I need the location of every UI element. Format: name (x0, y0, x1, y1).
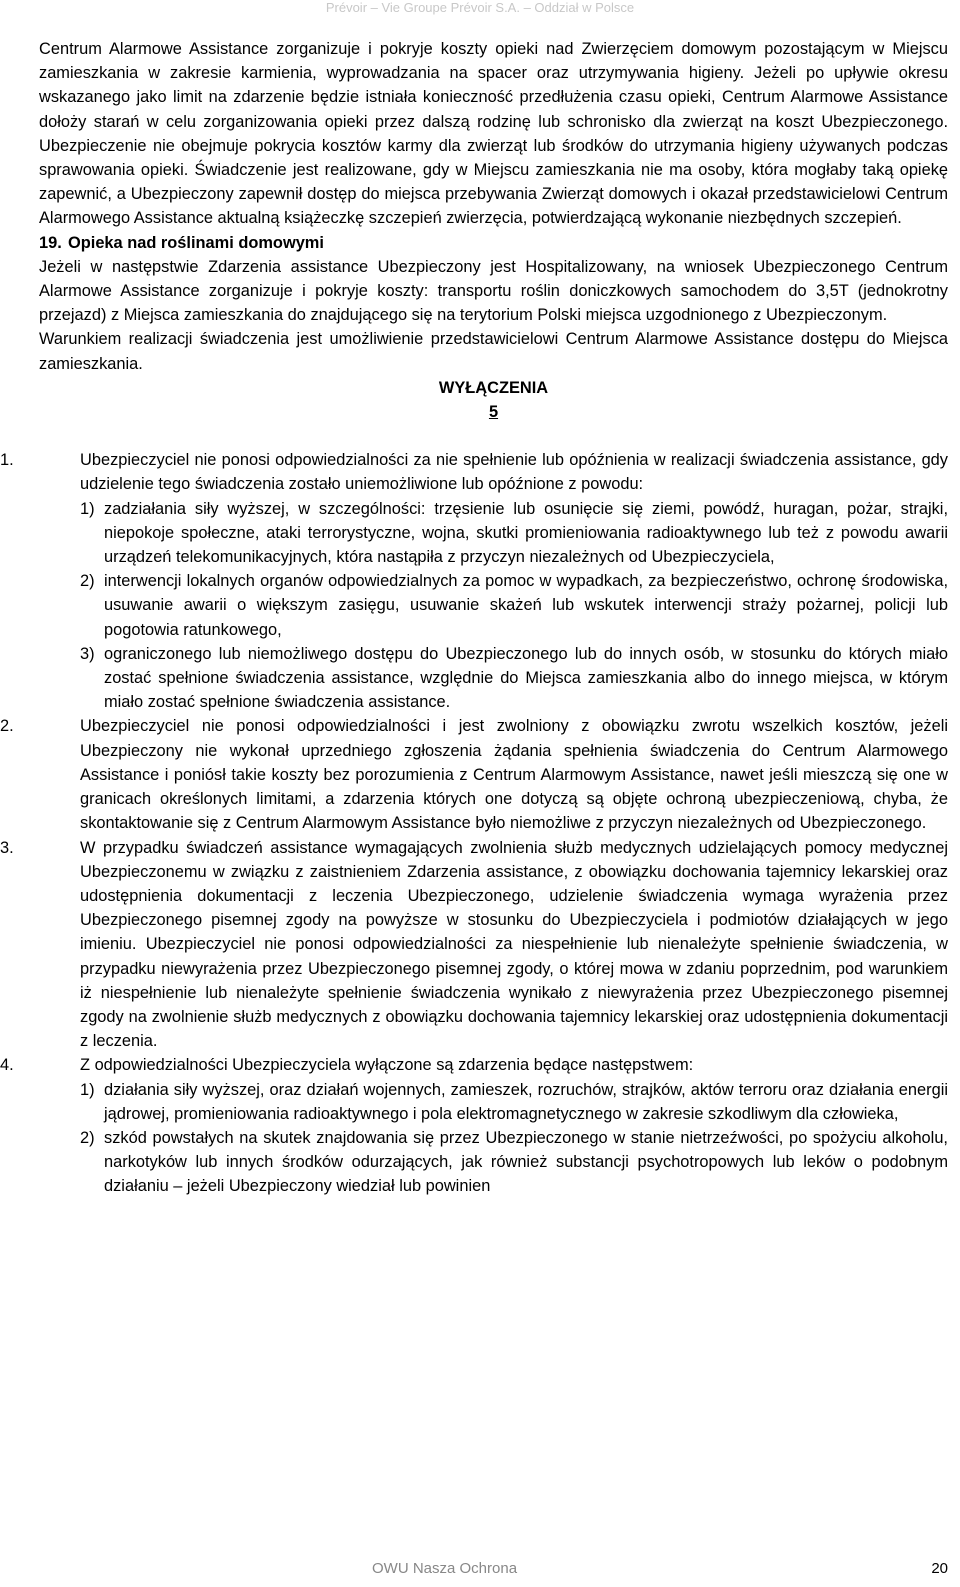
intro-paragraph: Centrum Alarmowe Assistance zorganizuje i pokryje koszty opieki nad Zwierzęciem domowym pozostającym w Miejscu zamieszkania w zakresie karmienia, wyprowadzania na spacer oraz utrzymywania higieny. Jeżeli po upływie okresu wskazanego jako limit na zdarzenie będzie istniała konieczność przedłużenia czasu opieki, Centrum Alarmowe Assistance dołoży starań w celu zorganizowania opieki przez dalszą rodzinę lub schronisko dla zwierząt na koszt Ubezpieczonego. Ubezpieczenie nie obejmuje pokrycia kosztów karmy dla zwierząt lub środków do utrzymania higieny używanych podczas sprawowania opieki. Świadczenie jest realizowane, gdy w Miejscu zamieszkania nie ma osoby, która mogłaby taką opiekę zapewnić, a Ubezpieczony zapewnił dostęp do miejsca przebywania Zwierząt domowych i okazał przedstawicielowi Centrum Alarmowego Assistance aktualną książeczkę szczepień zwierzęcia, potwierdzającą wykonanie niezbędnych szczepień. (39, 40, 948, 228)
subitem-text: działania siły wyższej, oraz działań wojennych, zamieszek, rozruchów, strajków, aktów terroru oraz działania energii jądrowej, promieniowania radioaktywnego i pola elektromagnetycznego w zakresie szkodliwym dla człowieka, (104, 1080, 948, 1123)
subitem-number: 2) (80, 572, 95, 591)
exclusion-item-text: Ubezpieczyciel nie ponosi odpowiedzialności i jest zwolniony z obowiązku zwrotu wszelkich kosztów, jeżeli Ubezpieczony nie wykonał uprzedniego zgłoszenia żądania spełnienia świadczenia do Centrum Alarmowego Assistance i poniósł takie koszty bez porozumienia z Centrum Alarmowym Assistance, nawet jeśli mieszczą się one w granicach określonych limitami, a zdarzenia których one dotyczą są objęte ochroną ubezpieczeniową, chyba, że skontaktowanie się z Centrum Alarmowym Assistance było niemożliwe z przyczyn niezależnych od Ubezpieczonego. (80, 717, 948, 833)
exclusion-item-3 (0, 836, 948, 1054)
exclusion-item-number: 2. (0, 717, 14, 736)
footer-document-name: OWU Nasza Ochrona (372, 1560, 518, 1577)
section-19-title-text: Opieka nad roślinami domowymi (68, 233, 324, 252)
exclusion-item-2 (0, 714, 948, 835)
page-footer (0, 1560, 960, 1582)
exclusion-item-text: Ubezpieczyciel nie ponosi odpowiedzialności za nie spełnienie lub opóźnienia w realizacji świadczenia assistance, gdy udzielenie tego świadczenia zostało uniemożliwione lub opóźnione z powodu: (80, 451, 948, 494)
exclusion-item-number: 4. (0, 1056, 14, 1075)
exclusion-subitem (80, 642, 948, 715)
subitem-number: 1) (80, 1080, 95, 1099)
exclusion-subitem (80, 497, 948, 570)
exclusions-section-number: 5 (488, 403, 499, 422)
subitem-number: 2) (80, 1128, 95, 1147)
section-19-paragraph-2: Warunkiem realizacji świadczenia jest umożliwienie przedstawicielowi Centrum Alarmowe Assistance dostępu do Miejsca zamieszkania. (39, 330, 948, 373)
subitem-number: 3) (80, 644, 95, 663)
exclusion-sublist (80, 1078, 948, 1199)
exclusion-subitem (80, 1126, 948, 1199)
exclusion-subitem (80, 1078, 948, 1126)
page-header: Prévoir – Vie Groupe Prévoir S.A. – Oddział w Polsce (325, 0, 635, 15)
exclusion-item-number: 3. (0, 838, 14, 857)
exclusion-subitem (80, 569, 948, 642)
subitem-text: ograniczonego lub niemożliwego dostępu do Ubezpieczonego lub do innych osób, w stosunku do których miało zostać spełnione świadczenia assistance, względnie do Miejsca zamieszkania albo do innego miejsca, w którym miało zostać spełnione świadczenia assistance. (104, 644, 948, 712)
subitem-number: 1) (80, 499, 95, 518)
subitem-text: szkód powstałych na skutek znajdowania się przez Ubezpieczonego w stanie nietrzeźwości, po spożyciu alkoholu, narkotyków lub innych środków odurzających, jak również substancji psychotropowych lub leków o podobnym działaniu – jeżeli Ubezpieczony wiedział lub powinien (104, 1128, 948, 1196)
exclusion-item-text: Z odpowiedzialności Ubezpieczyciela wyłączone są zdarzenia będące następstwem: (80, 1056, 694, 1075)
exclusion-item-4 (0, 1053, 948, 1198)
exclusion-item-text: W przypadku świadczeń assistance wymagających zwolnienia służb medycznych udzielających pomocy medycznej Ubezpieczonemu w związku z zaistnieniem Zdarzenia assistance, z obowiązku dochowania tajemnicy lekarskiej oraz udostępnienia dokumentacji z leczenia Ubezpieczonego, udzielenie świadczenia wymaga wyrażenia przez Ubezpieczonego pisemnej zgody na powyższe w stosunku do Ubezpieczyciela i podmiotów działających w jego imieniu. Ubezpieczyciel nie ponosi odpowiedzialności za niespełnienie lub nienależyte spełnienie świadczenia, w przypadku niewyrażenia przez Ubezpieczonego pisemnej zgody, o której mowa w zdaniu poprzednim, pod warunkiem iż niespełnienie lub nienależyte spełnienie świadczenia wynikało z niewyrażenia przez Ubezpieczonego pisemnej zgody na zwolnienie służb medycznych z obowiązku dochowania tajemnicy lekarskiej oraz udostępnienia dokumentacji z leczenia. (80, 838, 948, 1051)
section-19-title (39, 231, 948, 255)
exclusion-item-1 (0, 448, 948, 714)
section-19-paragraph-1: Jeżeli w następstwie Zdarzenia assistance Ubezpieczony jest Hospitalizowany, na wniosek Ubezpieczonego Centrum Alarmowe Assistance zorganizuje i pokryje koszty: transportu roślin doniczkowych samochodem do 3,5T (jednokrotny przejazd) z Miejsca zamieszkania do znajdującego się na terytorium Polski miejsca uzgodnionego z Ubezpieczonym. (39, 257, 948, 325)
subitem-text: zadziałania siły wyższej, w szczególności: trzęsienie lub osunięcie się ziemi, powódź, huragan, pożar, strajki, niepokoje społeczne, ataki terrorystyczne, wojna, skutki promieniowania radioaktywnego lub też z powodu awarii urządzeń telekomunikacyjnych, która nastąpiła z przyczyn niezależnych od Ubezpieczyciela, (104, 499, 948, 567)
exclusion-item-number: 1. (0, 451, 14, 470)
exclusion-sublist (80, 497, 948, 715)
document-body (0, 37, 948, 1199)
page-number: 20 (931, 1560, 948, 1577)
exclusions-list (0, 448, 948, 1198)
section-19-number: 19. (39, 233, 62, 252)
subitem-text: interwencji lokalnych organów odpowiedzialnych za pomoc w wypadkach, za bezpieczeństwo, ochronę środowiska, usuwanie awarii o większym zasięgu, usuwanie skażeń lub wskutek interwencji straży pożarnej, policji lub pogotowia ratunkowego, (104, 572, 948, 639)
exclusions-heading: WYŁĄCZENIA (438, 378, 549, 397)
